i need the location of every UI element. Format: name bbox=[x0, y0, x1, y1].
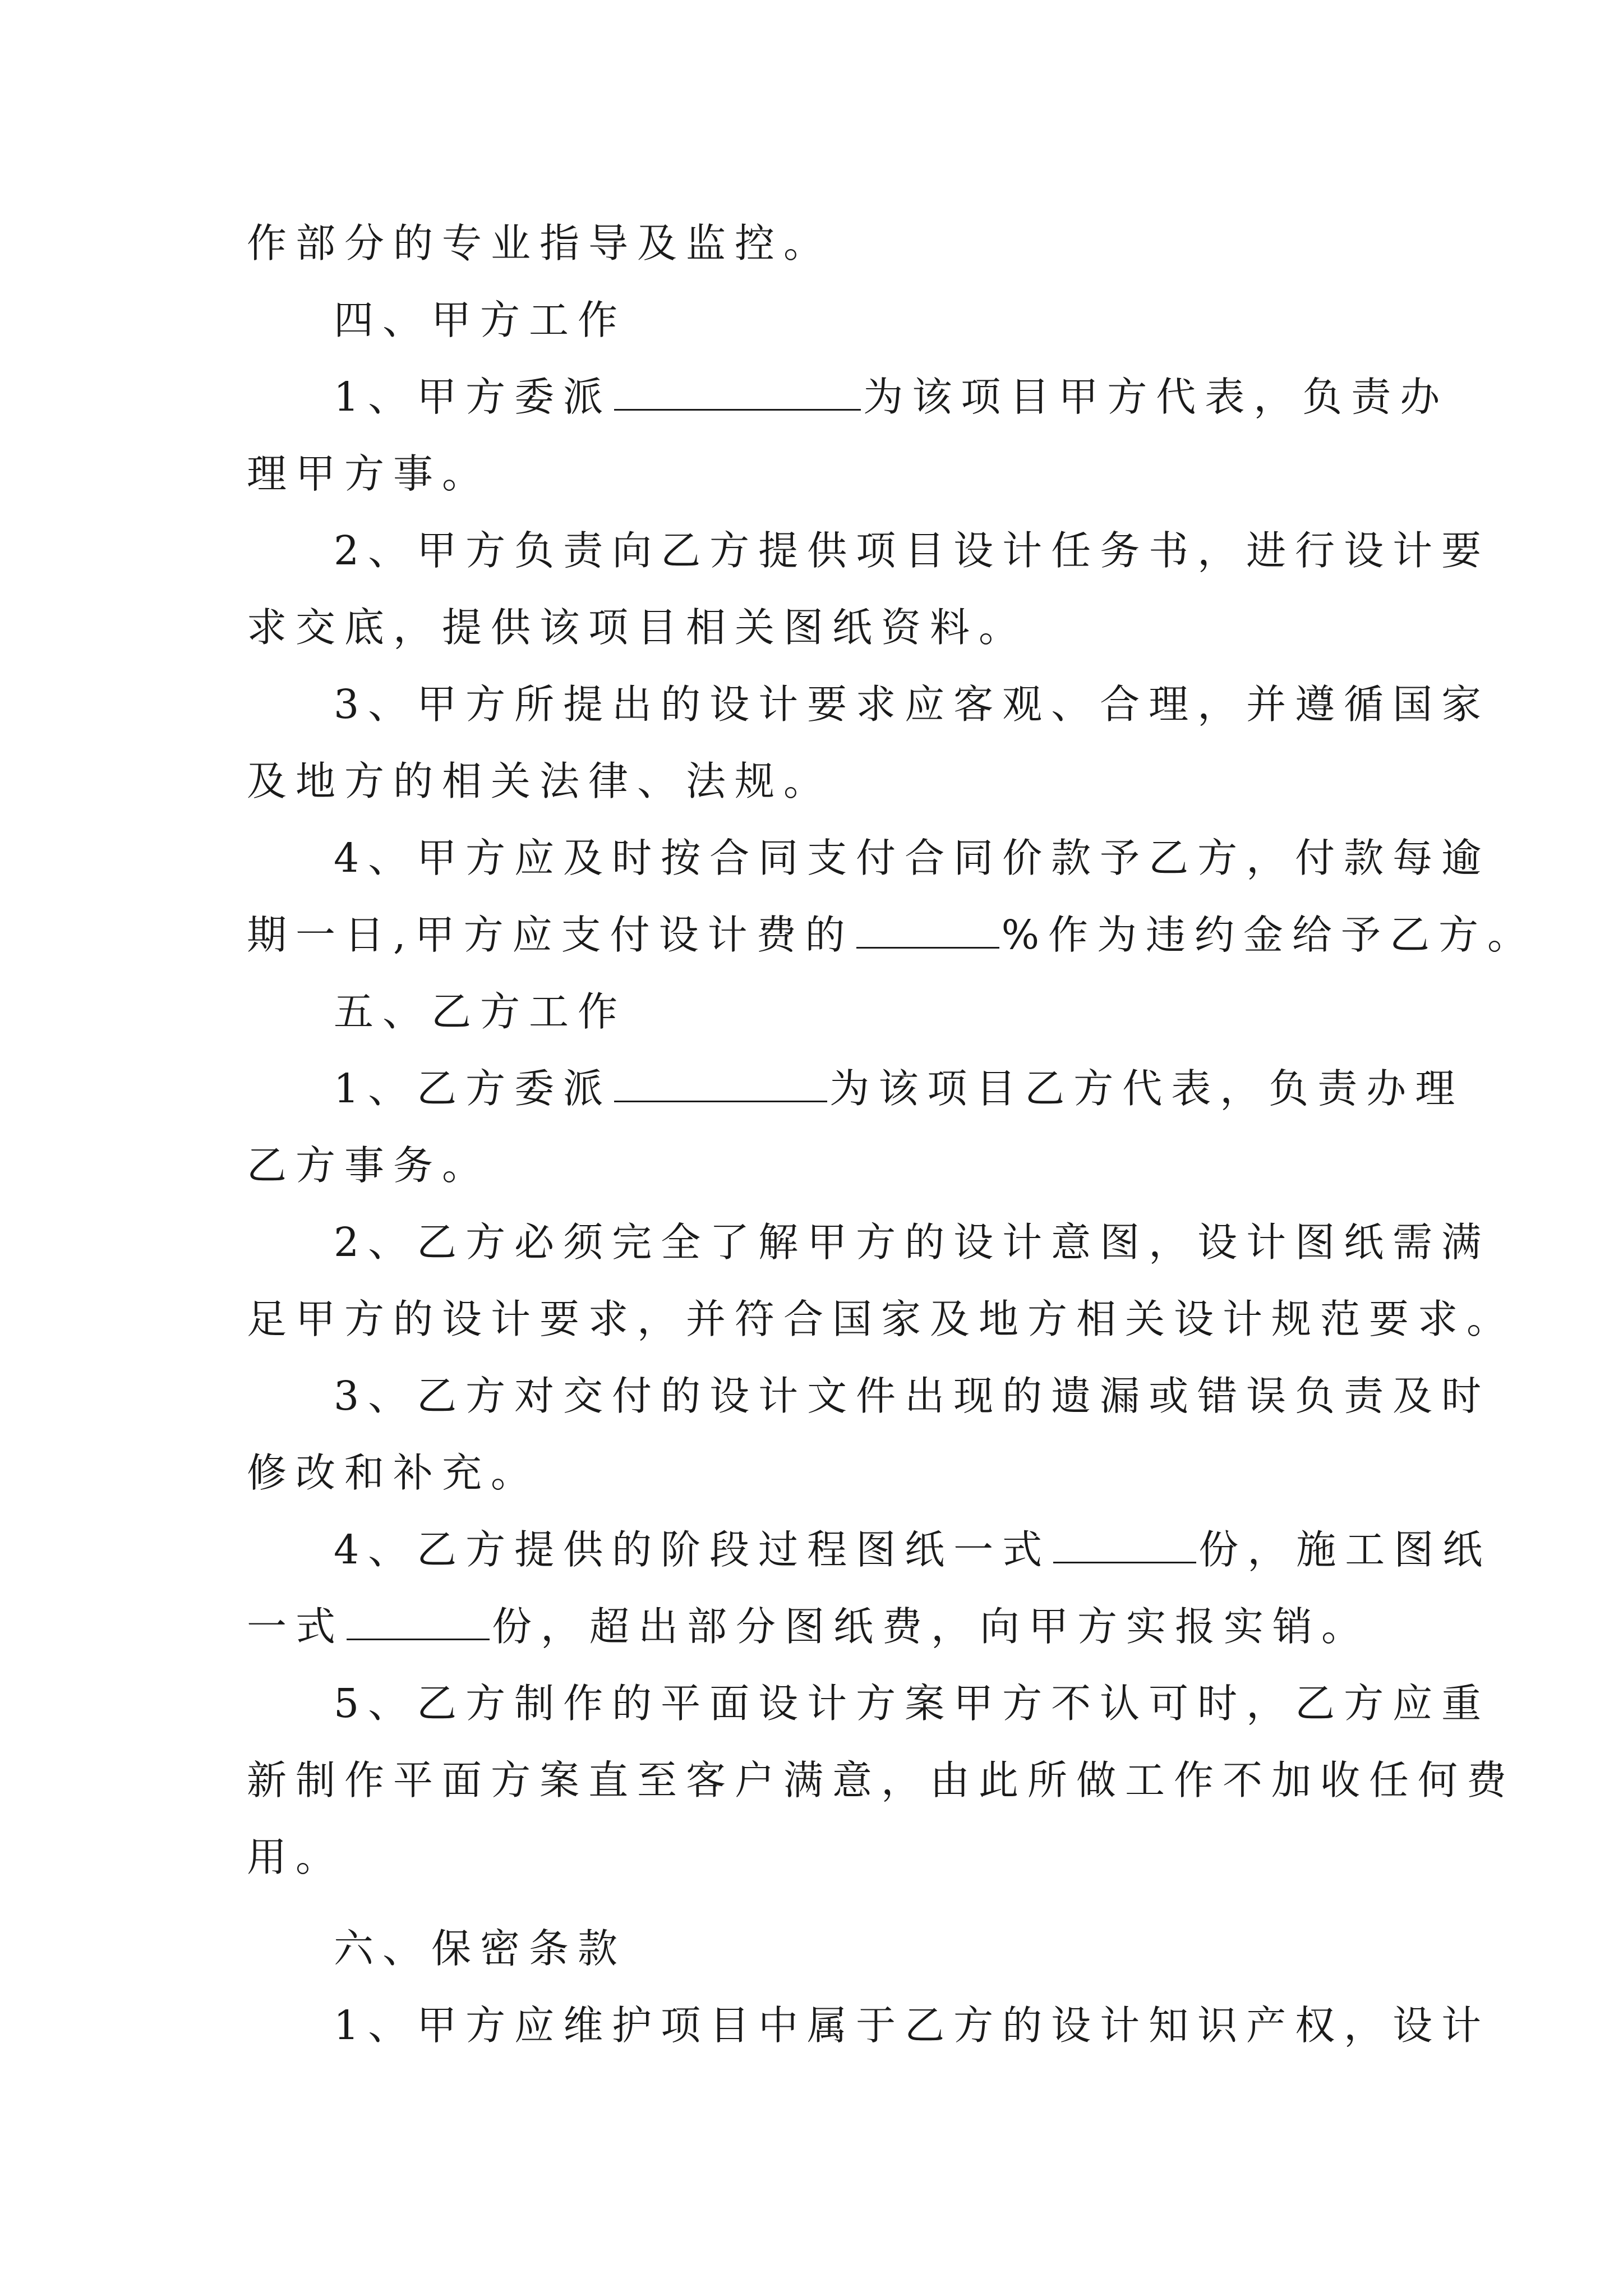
paragraph-line bbox=[247, 1204, 1491, 1281]
paragraph-line bbox=[247, 1742, 1516, 1819]
text: 及地方的相关法律、法规。 bbox=[247, 758, 833, 804]
text: 期一日,甲方应支付设计费的 bbox=[247, 912, 854, 958]
text: 份，超出部分图纸费，向甲方实报实销。 bbox=[492, 1603, 1371, 1650]
paragraph-line bbox=[247, 205, 1385, 282]
text: 为该项目甲方代表，负责办 bbox=[863, 374, 1449, 420]
text: %作为违约金给予乙方。 bbox=[1001, 912, 1537, 958]
text: 用。 bbox=[247, 1834, 345, 1880]
paragraph-line bbox=[247, 358, 1449, 435]
text: 修改和补充。 bbox=[247, 1450, 540, 1496]
paragraph-line bbox=[247, 820, 1491, 896]
fill-in-blank bbox=[1053, 1527, 1196, 1563]
paragraph-line bbox=[247, 666, 1491, 743]
fill-in-blank bbox=[614, 374, 861, 411]
paragraph-line bbox=[247, 1127, 1385, 1204]
text: 作部分的专业指导及监控。 bbox=[247, 220, 833, 266]
text: 乙方事务。 bbox=[247, 1142, 491, 1189]
text: 份，施工图纸 bbox=[1198, 1526, 1492, 1573]
heading-text: 六、保密条款 bbox=[334, 1925, 627, 1972]
paragraph-line bbox=[247, 743, 1385, 820]
paragraph-line bbox=[247, 1588, 1385, 1665]
text: 理甲方事。 bbox=[247, 450, 491, 497]
text: 4、乙方提供的阶段过程图纸一式 bbox=[334, 1526, 1052, 1573]
paragraph-line bbox=[247, 1434, 1385, 1511]
paragraph-line bbox=[247, 1819, 1385, 1895]
text: 2、乙方必须完全了解甲方的设计意图，设计图纸需满 bbox=[334, 1219, 1491, 1266]
paragraph-line bbox=[247, 512, 1491, 589]
heading-text: 五、乙方工作 bbox=[334, 988, 627, 1035]
section-heading-5 bbox=[247, 973, 1385, 1050]
spacer bbox=[247, 1895, 1385, 1910]
fill-in-blank bbox=[347, 1604, 490, 1640]
paragraph-line bbox=[247, 589, 1385, 666]
paragraph-line bbox=[247, 1665, 1491, 1742]
heading-text: 四、甲方工作 bbox=[334, 297, 627, 343]
paragraph-line bbox=[247, 1358, 1491, 1434]
text: 一式 bbox=[247, 1603, 345, 1650]
fill-in-blank bbox=[856, 912, 999, 949]
text: 3、甲方所提出的设计要求应客观、合理，并遵循国家 bbox=[334, 681, 1491, 728]
text: 5、乙方制作的平面设计方案甲方不认可时，乙方应重 bbox=[334, 1680, 1491, 1727]
section-heading-6 bbox=[247, 1910, 1385, 1987]
section-heading-4 bbox=[247, 282, 1385, 358]
paragraph-line bbox=[247, 896, 1537, 973]
text: 为该项目乙方代表，负责办理 bbox=[829, 1065, 1464, 1112]
paragraph-line bbox=[247, 1050, 1464, 1127]
text: 1、乙方委派 bbox=[334, 1065, 612, 1112]
text: 新制作平面方案直至客户满意，由此所做工作不加收任何费 bbox=[247, 1757, 1516, 1803]
document-body bbox=[247, 205, 1537, 2064]
text: 4、甲方应及时按合同支付合同价款予乙方，付款每逾 bbox=[334, 835, 1491, 881]
text: 3、乙方对交付的设计文件出现的遗漏或错误负责及时 bbox=[334, 1373, 1491, 1419]
text: 足甲方的设计要求，并符合国家及地方相关设计规范要求。 bbox=[247, 1296, 1516, 1342]
paragraph-line bbox=[247, 1511, 1492, 1588]
fill-in-blank bbox=[614, 1066, 827, 1102]
text: 1、甲方应维护项目中属于乙方的设计知识产权，设计 bbox=[334, 2002, 1491, 2049]
paragraph-line bbox=[247, 1281, 1516, 1358]
text: 2、甲方负责向乙方提供项目设计任务书，进行设计要 bbox=[334, 527, 1491, 574]
paragraph-line bbox=[247, 435, 1385, 512]
text: 求交底，提供该项目相关图纸资料。 bbox=[247, 604, 1028, 651]
paragraph-line bbox=[247, 1987, 1491, 2064]
text: 1、甲方委派 bbox=[334, 374, 612, 420]
